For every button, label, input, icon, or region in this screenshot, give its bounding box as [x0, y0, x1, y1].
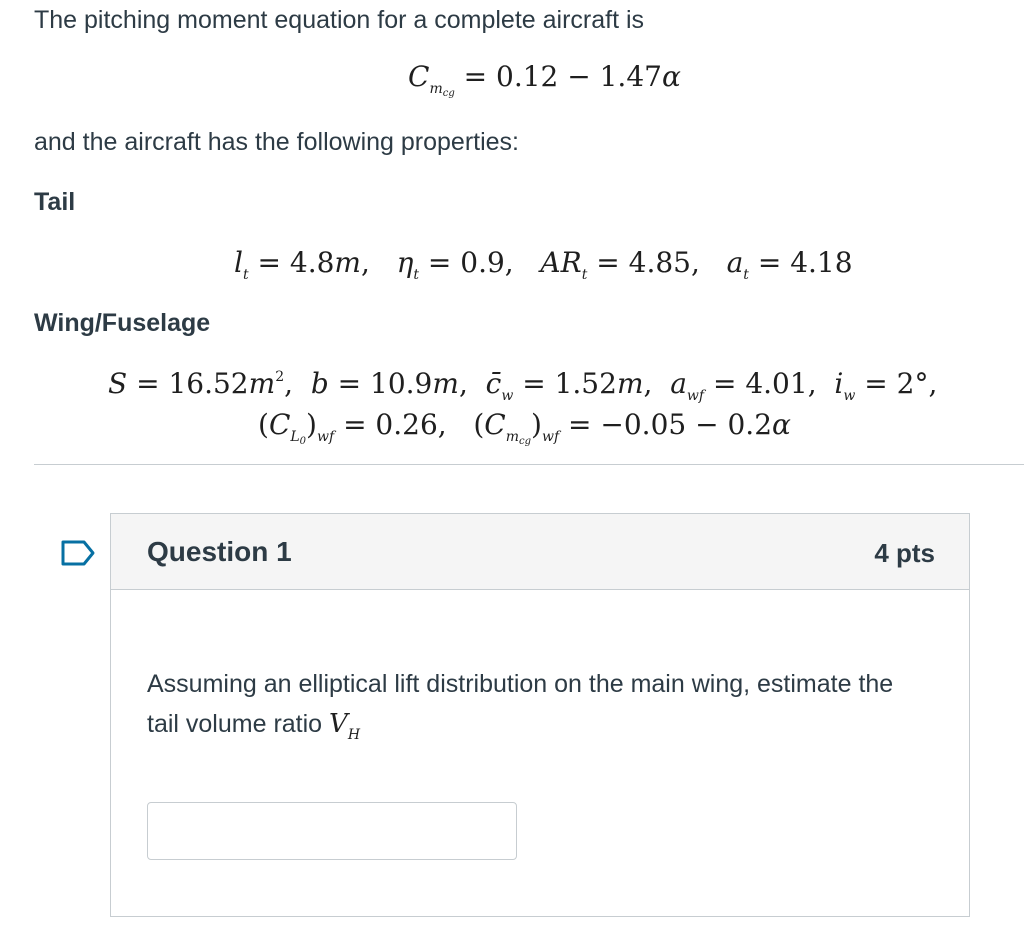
wing-properties-equation-line2: $(C_{L_0})_{wf} = 0.26$, $(C_{m_{cg}})_{wf} = -0.05 - 0.2\alpha$ [258, 408, 791, 447]
wing-properties-equation-line1: $S = 16.52m^2$, b = 10.9m, $c̄_w = 1.52m$, $a_{wf} = 4.01$, $i_w = 2^\circ$, [108, 367, 938, 404]
properties-intro: and the aircraft has the following properties: [34, 128, 519, 156]
section-divider [34, 464, 1024, 465]
question-header [111, 514, 969, 590]
intro-text: The pitching moment equation for a complete aircraft is [34, 6, 645, 34]
tail-heading: Tail [34, 188, 76, 216]
wing-fuselage-heading: Wing/Fuselage [34, 309, 211, 337]
question-title: Question 1 [147, 536, 292, 567]
question-card [110, 513, 970, 917]
flag-question-icon[interactable] [60, 539, 96, 567]
question-text: Assuming an elliptical lift distribution on the main wing, estimate the tail volume ratio $V_H$ [147, 670, 894, 743]
pitching-moment-equation: $C_{m_{cg}} = 0.12 - 1.47\alpha$ [408, 60, 681, 99]
answer-input[interactable] [147, 802, 517, 860]
tail-properties-equation: $l_t = 4.8m$, $\eta_t = 0.9$, $AR_t = 4.85$, $a_t = 4.18$ [234, 246, 853, 283]
question-points: 4 pts [874, 538, 935, 568]
